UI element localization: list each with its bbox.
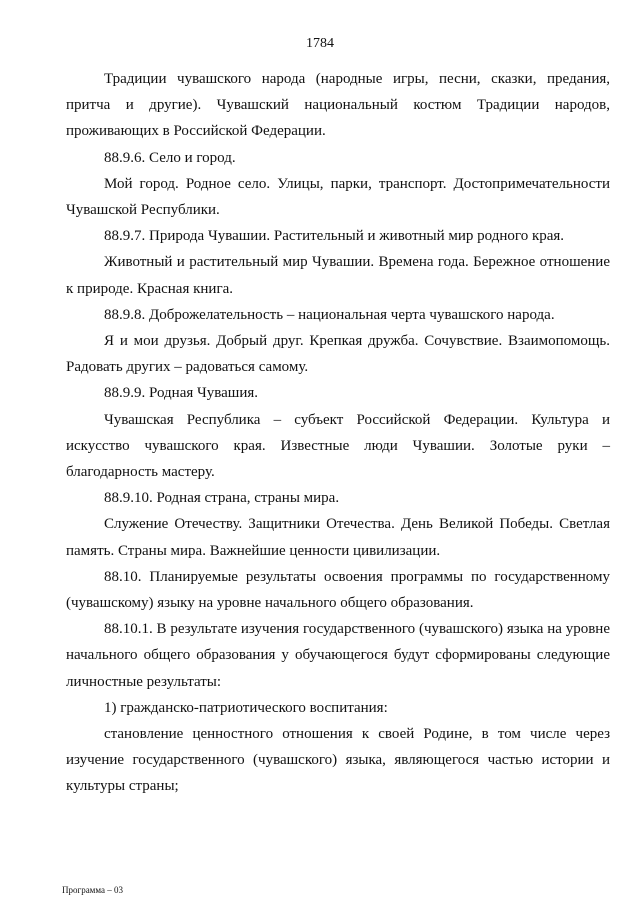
paragraph-friends: Я и мои друзья. Добрый друг. Крепкая дружба. Сочувствие. Взаимопомощь. Радовать других – радоваться самому. xyxy=(66,333,610,376)
heading-88-9-10: 88.9.10. Родная страна, страны мира. xyxy=(104,490,340,507)
list-item-civic-patriotic: 1) гражданско-патриотического воспитания: xyxy=(104,699,388,716)
paragraph-88-10-1: 88.10.1. В результате изучения государственного (чувашского) языка на уровне начального общего образования у обучающегося будут сформированы следующие личностные результаты: xyxy=(66,621,610,690)
heading-88-9-6: 88.9.6. Село и город. xyxy=(104,149,236,166)
heading-88-9-9: 88.9.9. Родная Чувашия. xyxy=(104,385,259,402)
paragraph-traditions: Традиции чувашского народа (народные игры, песни, сказки, предания, притча и другие). Чувашский национальный костюм Традиции народов, проживающих в Российской Федерации. xyxy=(66,71,610,140)
heading-88-9-8: 88.9.8. Доброжелательность – национальная черта чувашского народа. xyxy=(104,306,555,323)
paragraph-flora-fauna: Животный и растительный мир Чувашии. Времена года. Бережное отношение к природе. Красная книга. xyxy=(66,254,610,297)
heading-88-9-7: 88.9.7. Природа Чувашии. Растительный и животный мир родного края. xyxy=(104,228,565,245)
paragraph-values: становление ценностного отношения к своей Родине, в том числе через изучение государственного (чувашского) языка, являющегося частью истории и культуры страны; xyxy=(66,726,610,795)
paragraph-chuvash-republic: Чувашская Республика – субъект Российской Федерации. Культура и искусство чувашского края. Известные люди Чувашии. Золотые руки – благодарность мастеру. xyxy=(66,411,610,481)
paragraph-fatherland: Служение Отечеству. Защитники Отечества. День Великой Победы. Светлая память. Страны мира. Важнейшие ценности цивилизации. xyxy=(66,516,610,559)
page-number: 1784 xyxy=(306,36,334,51)
heading-88-10: 88.10. Планируемые результаты освоения программы по государственному (чувашскому) языку на уровне начального общего образования. xyxy=(66,568,610,612)
document-body xyxy=(66,66,610,800)
paragraph-my-city: Мой город. Родное село. Улицы, парки, транспорт. Достопримечательности Чувашской Республики. xyxy=(66,175,610,219)
page-footer: Программа – 03 xyxy=(62,885,124,895)
